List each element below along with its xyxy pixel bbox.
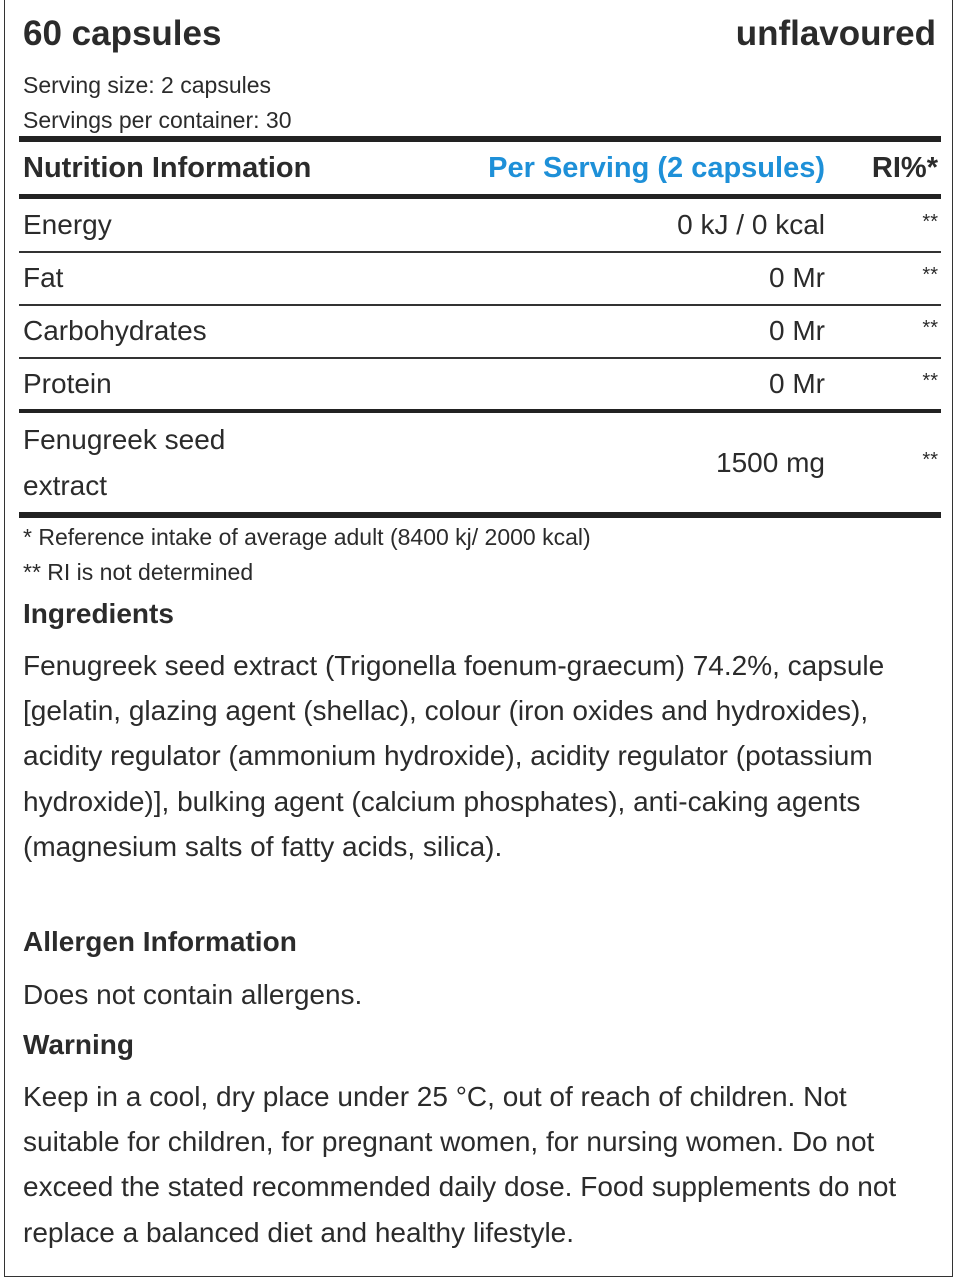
row-fat-value: 0 Mr xyxy=(769,262,825,293)
column-header-per-serving: Per Serving (2 capsules) xyxy=(488,152,825,184)
row-carbohydrates-label: Carbohydrates xyxy=(23,315,207,346)
table-top-divider xyxy=(19,136,941,142)
serving-size: Serving size: 2 capsules xyxy=(23,72,272,98)
row-energy-value: 0 kJ / 0 kcal xyxy=(677,209,825,240)
row-fenugreek-label-line1: Fenugreek seed xyxy=(23,424,226,455)
section-divider xyxy=(19,409,941,413)
row-divider xyxy=(19,304,941,306)
product-quantity: 60 capsules xyxy=(23,14,222,53)
row-fat-ri: ** xyxy=(922,264,938,286)
row-fenugreek-value: 1500 mg xyxy=(716,447,825,478)
ingredients-title: Ingredients xyxy=(23,598,174,629)
allergen-title: Allergen Information xyxy=(23,926,297,957)
footnote-ri-not-determined: ** RI is not determined xyxy=(23,559,254,585)
allergen-text: Does not contain allergens. xyxy=(23,979,363,1010)
warning-text: Keep in a cool, dry place under 25 °C, out of reach of children. Not suitable for children, for pregnant women, for nursing women. Do not exceed the stated recommended daily dose. Food supplements do not replace a balanced diet and healthy lifestyle. xyxy=(23,1081,897,1248)
row-fat-label: Fat xyxy=(23,262,64,293)
product-flavour: unflavoured xyxy=(735,14,936,53)
row-protein-value: 0 Mr xyxy=(769,368,825,399)
row-energy-label: Energy xyxy=(23,209,112,240)
row-divider xyxy=(19,251,941,253)
row-protein-label: Protein xyxy=(23,368,112,399)
warning-title: Warning xyxy=(23,1029,134,1060)
row-energy-ri: ** xyxy=(922,211,938,233)
table-bottom-divider xyxy=(19,512,941,518)
column-header-ri: RI%* xyxy=(871,152,938,184)
servings-per-container: Servings per container: 30 xyxy=(23,107,292,133)
row-fenugreek-ri: ** xyxy=(922,449,938,471)
header-divider xyxy=(19,194,941,199)
column-header-nutrition: Nutrition Information xyxy=(23,152,312,184)
row-carbohydrates-value: 0 Mr xyxy=(769,315,825,346)
ingredients-text: Fenugreek seed extract (Trigonella foenum-graecum) 74.2%, capsule [gelatin, glazing agent (shellac), colour (iron oxides and hydroxides), acidity regulator (ammonium hydroxide), acidity regulator (potassium hydroxide)], bulking agent (calcium phosphates), anti-caking agents (magnesium salts of fatty acids, silica). xyxy=(23,650,885,862)
row-divider xyxy=(19,357,941,359)
row-protein-ri: ** xyxy=(922,370,938,392)
row-carbohydrates-ri: ** xyxy=(922,317,938,339)
row-fenugreek-label-line2: extract xyxy=(23,470,108,501)
footnote-reference-intake: * Reference intake of average adult (8400 kj/ 2000 kcal) xyxy=(23,524,591,550)
